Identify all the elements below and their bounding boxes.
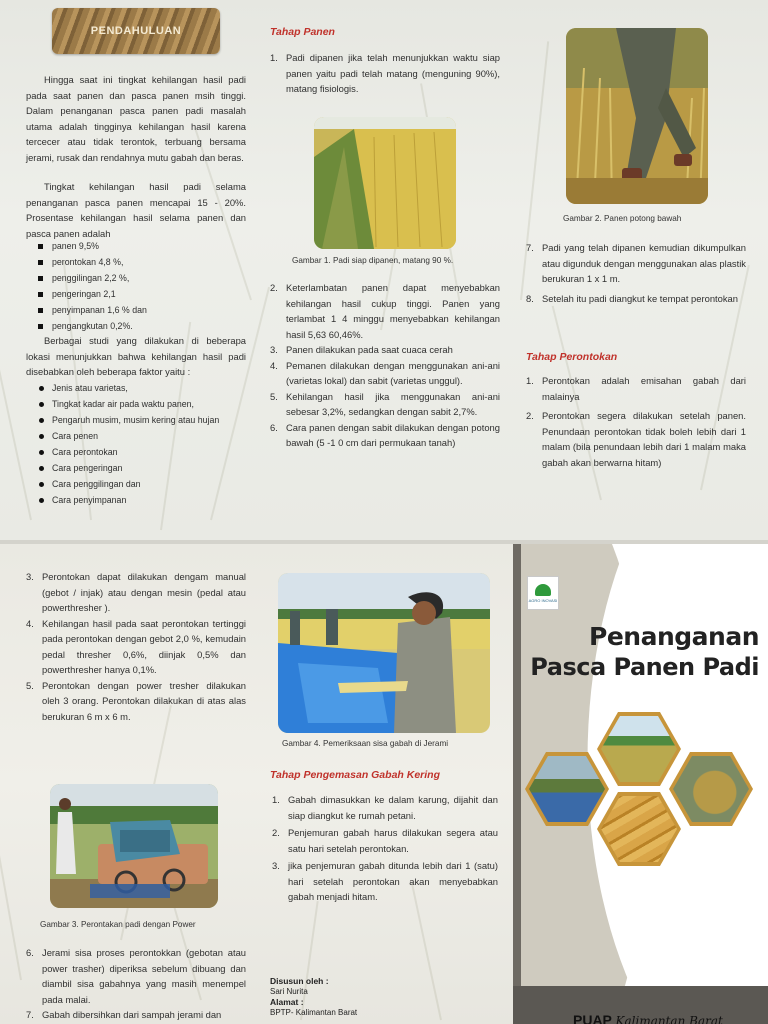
threshing-list-b [26, 569, 246, 724]
loss-paragraph: Tingkat kehilangan hasil padi selama penanganan pasca panen mencapai 15 - 20%. Prosentase kehilangan hasil selama panen dan pasca panen adalah [26, 181, 246, 239]
cover-title-line-2: Pasca Panen Padi [530, 653, 759, 681]
list-item: 3. Perontokan dapat dilakukan dengam manual (gebot / injak) atau dengan mesin (pedal atau powerthresher ). [26, 571, 246, 613]
list-item: 6. Jerami sisa proses perontokkan (gebotan atau power trasher) diperiksa sebelum dibuang dan diambil sisa gabahnya yang masih menempel pada malai. [26, 947, 246, 1005]
list-item: Pengaruh musim, musim kering atau hujan [36, 412, 246, 428]
loss-list [36, 238, 236, 334]
list-item: 3. Panen dilakukan pada saat cuaca cerah [270, 344, 453, 355]
cover-panel [513, 544, 768, 1024]
figure-3-photo [50, 784, 218, 908]
cover-title-line-1: Penanganan [589, 622, 759, 651]
factors-list [36, 380, 246, 508]
list-item: 7. Gabah dibersihkan dari sampah jerami dan [26, 1009, 222, 1020]
list-item: Cara perontokan [36, 444, 246, 460]
list-item: pengeringan 2,1 [36, 286, 236, 302]
author-name: Sari Nurita [270, 987, 308, 996]
harvest-list-c [526, 240, 746, 306]
cover-title [523, 622, 759, 682]
list-item: Jenis atau varietas, [36, 380, 246, 396]
list-item: 2. Perontokan segera dilakukan setelah panen. Penundaan perontokan tidak boleh lebih dari 1 malam (bila penundaan lebih dari 1 malam maka gabah akan berwarna hitam) [526, 410, 746, 468]
list-item: panen 9,5% [36, 238, 236, 254]
list-item: 3. jika penjemuran gabah ditunda lebih dari 1 (satu) hari setelah perontokan akan menyebabkan gabah menjadi hitam. [272, 860, 498, 902]
figure-1-caption: Gambar 1. Padi siap dipanen, matang 90 %. [292, 256, 454, 265]
list-item: 5. Perontokan dengan power tresher dilakukan oleh 3 orang. Perontokan dilakukan di atas alas berukuran 6 m x 6 m. [26, 679, 246, 722]
list-item: Tingkat kadar air pada waktu panen, [36, 396, 246, 412]
list-item: 4. Pemanen dilakukan dengan menggunakan ani-ani (varietas lokal) dan sabit (varietas unggul). [270, 359, 500, 386]
list-item: 7. Padi yang telah dipanen kemudian dikumpulkan atau digunduk dengan menggunakan alas plastik berukuran 1 x 1 m. [526, 242, 746, 284]
harvest-list-b [270, 280, 500, 451]
credits-block [270, 976, 357, 1018]
figure-3-caption: Gambar 3. Perontakan padi dengan Power [40, 920, 196, 929]
list-item: 6. Cara panen dengan sabit dilakukan dengan potong bawah (5 -1 0 cm dari permukaan tanah) [270, 421, 500, 448]
figure-2-photo [566, 28, 708, 204]
threshing-list-a [526, 373, 746, 470]
author-label: Disusun oleh : [270, 976, 329, 986]
list-item: Cara penyimpanan [36, 492, 246, 508]
list-item: 1. Padi dipanen jika telah menunjukkan waktu siap panen yaitu padi telah matang (menguning 90%), matang fisiologis. [270, 52, 500, 94]
list-item: 5. Kehilangan hasil jika menggunakan ani-ani sebesar 3,2%, sedangkan dengan sabit 2,7%. [270, 390, 500, 417]
list-item: Cara penggilingan dan [36, 476, 246, 492]
list-item: 8. Setelah itu padi diangkut ke tempat perontokan [526, 292, 738, 304]
address-text: BPTP- Kalimantan Barat [270, 1008, 358, 1017]
list-item: 1. Gabah dimasukkan ke dalam karung, dijahit dan siap diangkut ke rumah petani. [272, 794, 498, 821]
harvest-heading: Tahap Panen [270, 26, 335, 38]
list-item: penggilingan 2,2 %, [36, 270, 236, 286]
list-item: 4. Kehilangan hasil pada saat perontokan tertinggi pada perontokan dengan gebot 2,0 %, kemudain pedal thresher 0,6%, diinjak 0,5% dan powerthresher hanya 0,1%. [26, 617, 246, 675]
footer-region: Kalimantan Barat [615, 1014, 723, 1024]
address-label: Alamat : [270, 997, 304, 1007]
list-item: 2. Keterlambatan panen dapat menyebabkan kehilangan hasil cukup tinggi. Panen yang terlambat 1 4 minggu menyebabkan kehilangan hasil 5,63 60,46%. [270, 282, 500, 340]
list-item: penyimpanan 1,6 % dan [36, 302, 236, 318]
threshing-heading: Tahap Perontokan [526, 351, 618, 363]
figure-1-photo [314, 117, 456, 249]
packaging-list [272, 792, 498, 905]
cover-footer [573, 1012, 723, 1024]
intro-paragraph: Hingga saat ini tingkat kehilangan hasil padi pada saat panen dan pasca panen msih tinggi. Dalam penanganan pasca panen padi masalah utama adalah tingginya kehilangan hasil karena tercecer atau tidak terontok, terbuang bersama jerami, rusak dan rendahnya mutu gabah dan beras. [26, 74, 246, 163]
list-item: Cara penen [36, 428, 246, 444]
packaging-heading: Tahap Pengemasan Gabah Kering [270, 769, 440, 781]
section-banner-label: PENDAHULUAN [90, 25, 182, 37]
agroinovasi-logo [527, 576, 559, 610]
factors-paragraph: Berbagai studi yang dilakukan di beberapa lokasi menunjukkan bahwa kehilangan hasil padi disebabkan oleh beberapa faktor yaitu : [26, 335, 246, 377]
leaf-icon [535, 584, 551, 596]
figure-2-caption: Gambar 2. Panen potong bawah [563, 214, 682, 223]
section-banner [52, 8, 220, 54]
logo-text: AGRO INOVASI [528, 597, 558, 603]
figure-4-photo [278, 573, 490, 733]
list-item: pengangkutan 0,2%. [36, 318, 236, 334]
list-item: 1. Perontokan adalah emisahan gabah dari malainya [526, 375, 746, 402]
harvest-list-a [270, 50, 500, 97]
figure-4-caption: Gambar 4. Pemeriksaan sisa gabah di Jerami [282, 739, 449, 748]
threshing-list-c [26, 945, 246, 1023]
list-item: perontokan 4,8 %, [36, 254, 236, 270]
footer-program: PUAP [573, 1012, 612, 1024]
list-item: Cara pengeringan [36, 460, 246, 476]
list-item: 2. Penjemuran gabah harus dilakukan segera atau satu hari setelah perontokan. [272, 827, 498, 854]
